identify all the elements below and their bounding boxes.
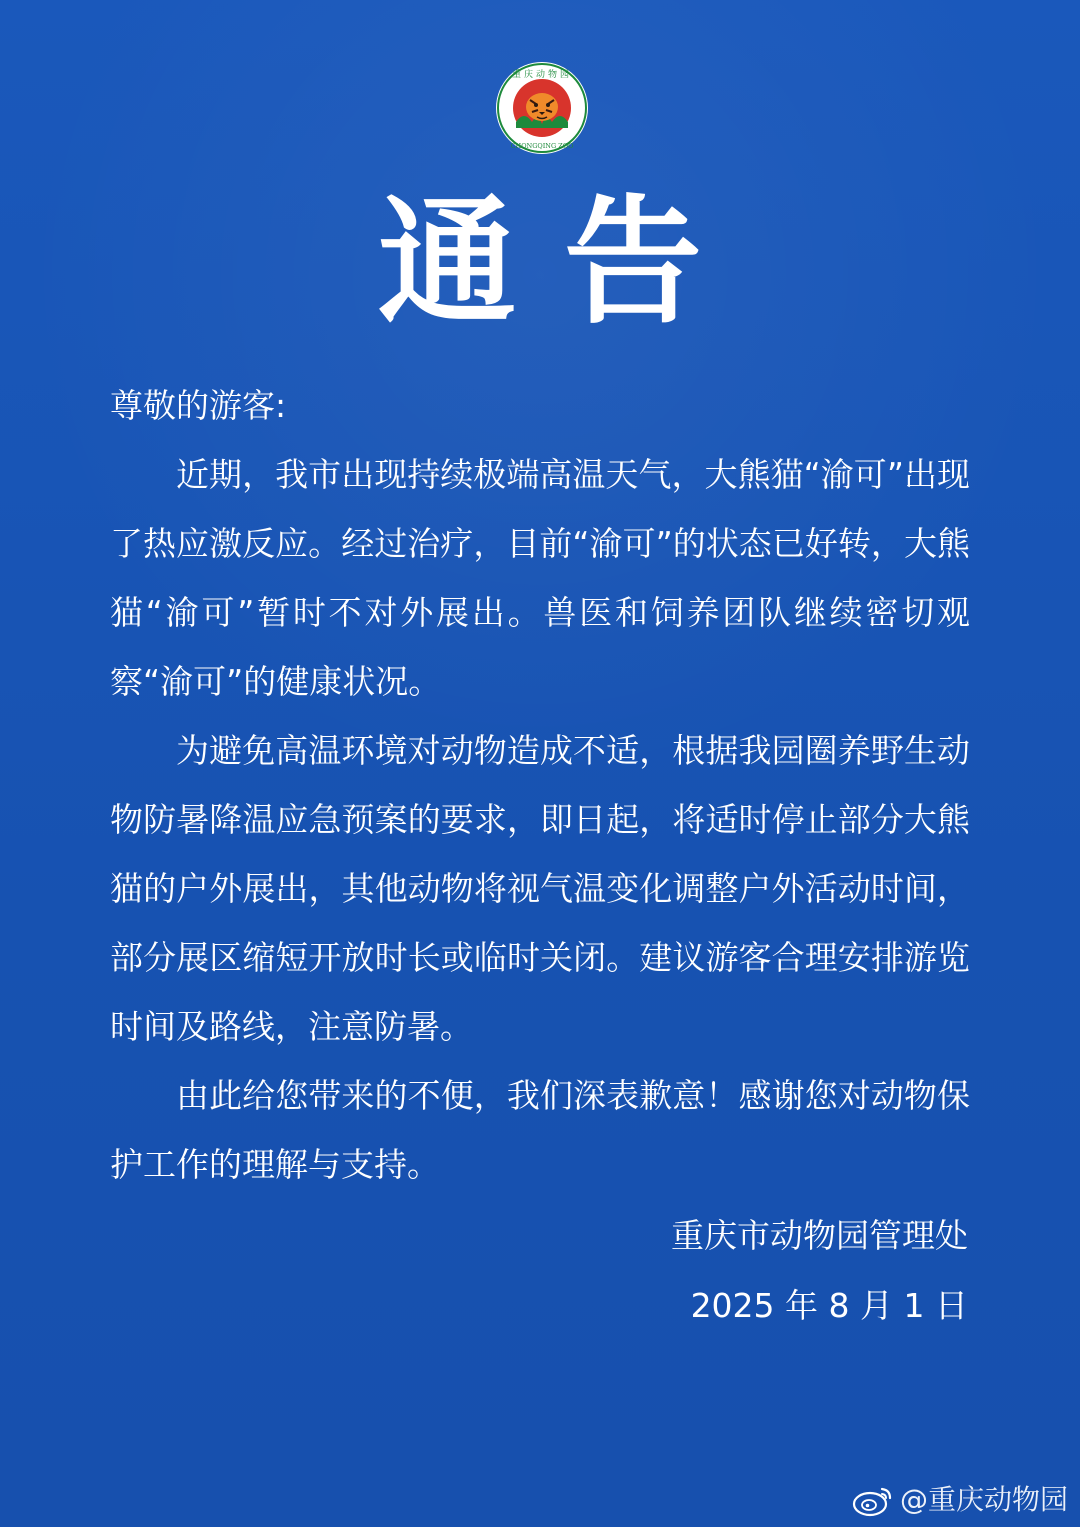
- salutation: 尊敬的游客:: [110, 386, 287, 425]
- paragraph-1: 近期，我市出现持续极端高温天气，大熊猫“渝可”出现了热应激反应。经过治疗，目前“渝可”的状态已好转，大熊猫“渝可”暂时不对外展出。兽医和饲养团队继续密切观察“渝可”的健康状况。: [110, 455, 970, 701]
- logo-bottom-text: CHONGQING ZOO: [510, 142, 574, 150]
- notice-date: 2025 年 8 月 1 日: [690, 1286, 968, 1325]
- paragraph-3: 由此给您带来的不便，我们深表歉意！感谢您对动物保护工作的理解与支持。: [110, 1076, 970, 1184]
- weibo-watermark: [852, 1483, 1068, 1517]
- logo-arc-text: 重庆动物园: [511, 70, 573, 80]
- weibo-icon: [852, 1483, 894, 1517]
- zoo-logo: [494, 60, 590, 156]
- tiger-emblem-icon: [494, 60, 590, 156]
- notice-title: 通告: [377, 182, 750, 343]
- watermark-text: @重庆动物园: [899, 1483, 1068, 1516]
- signature: 重庆市动物园管理处: [671, 1216, 968, 1255]
- notice-body: [110, 440, 970, 1199]
- paragraph-2: 为避免高温环境对动物造成不适，根据我园圈养野生动物防暑降温应急预案的要求，即日起，将适时停止部分大熊猫的户外展出，其他动物将视气温变化调整户外活动时间，部分展区缩短开放时长或临时关闭。建议游客合理安排游览时间及路线，注意防暑。: [110, 731, 970, 1046]
